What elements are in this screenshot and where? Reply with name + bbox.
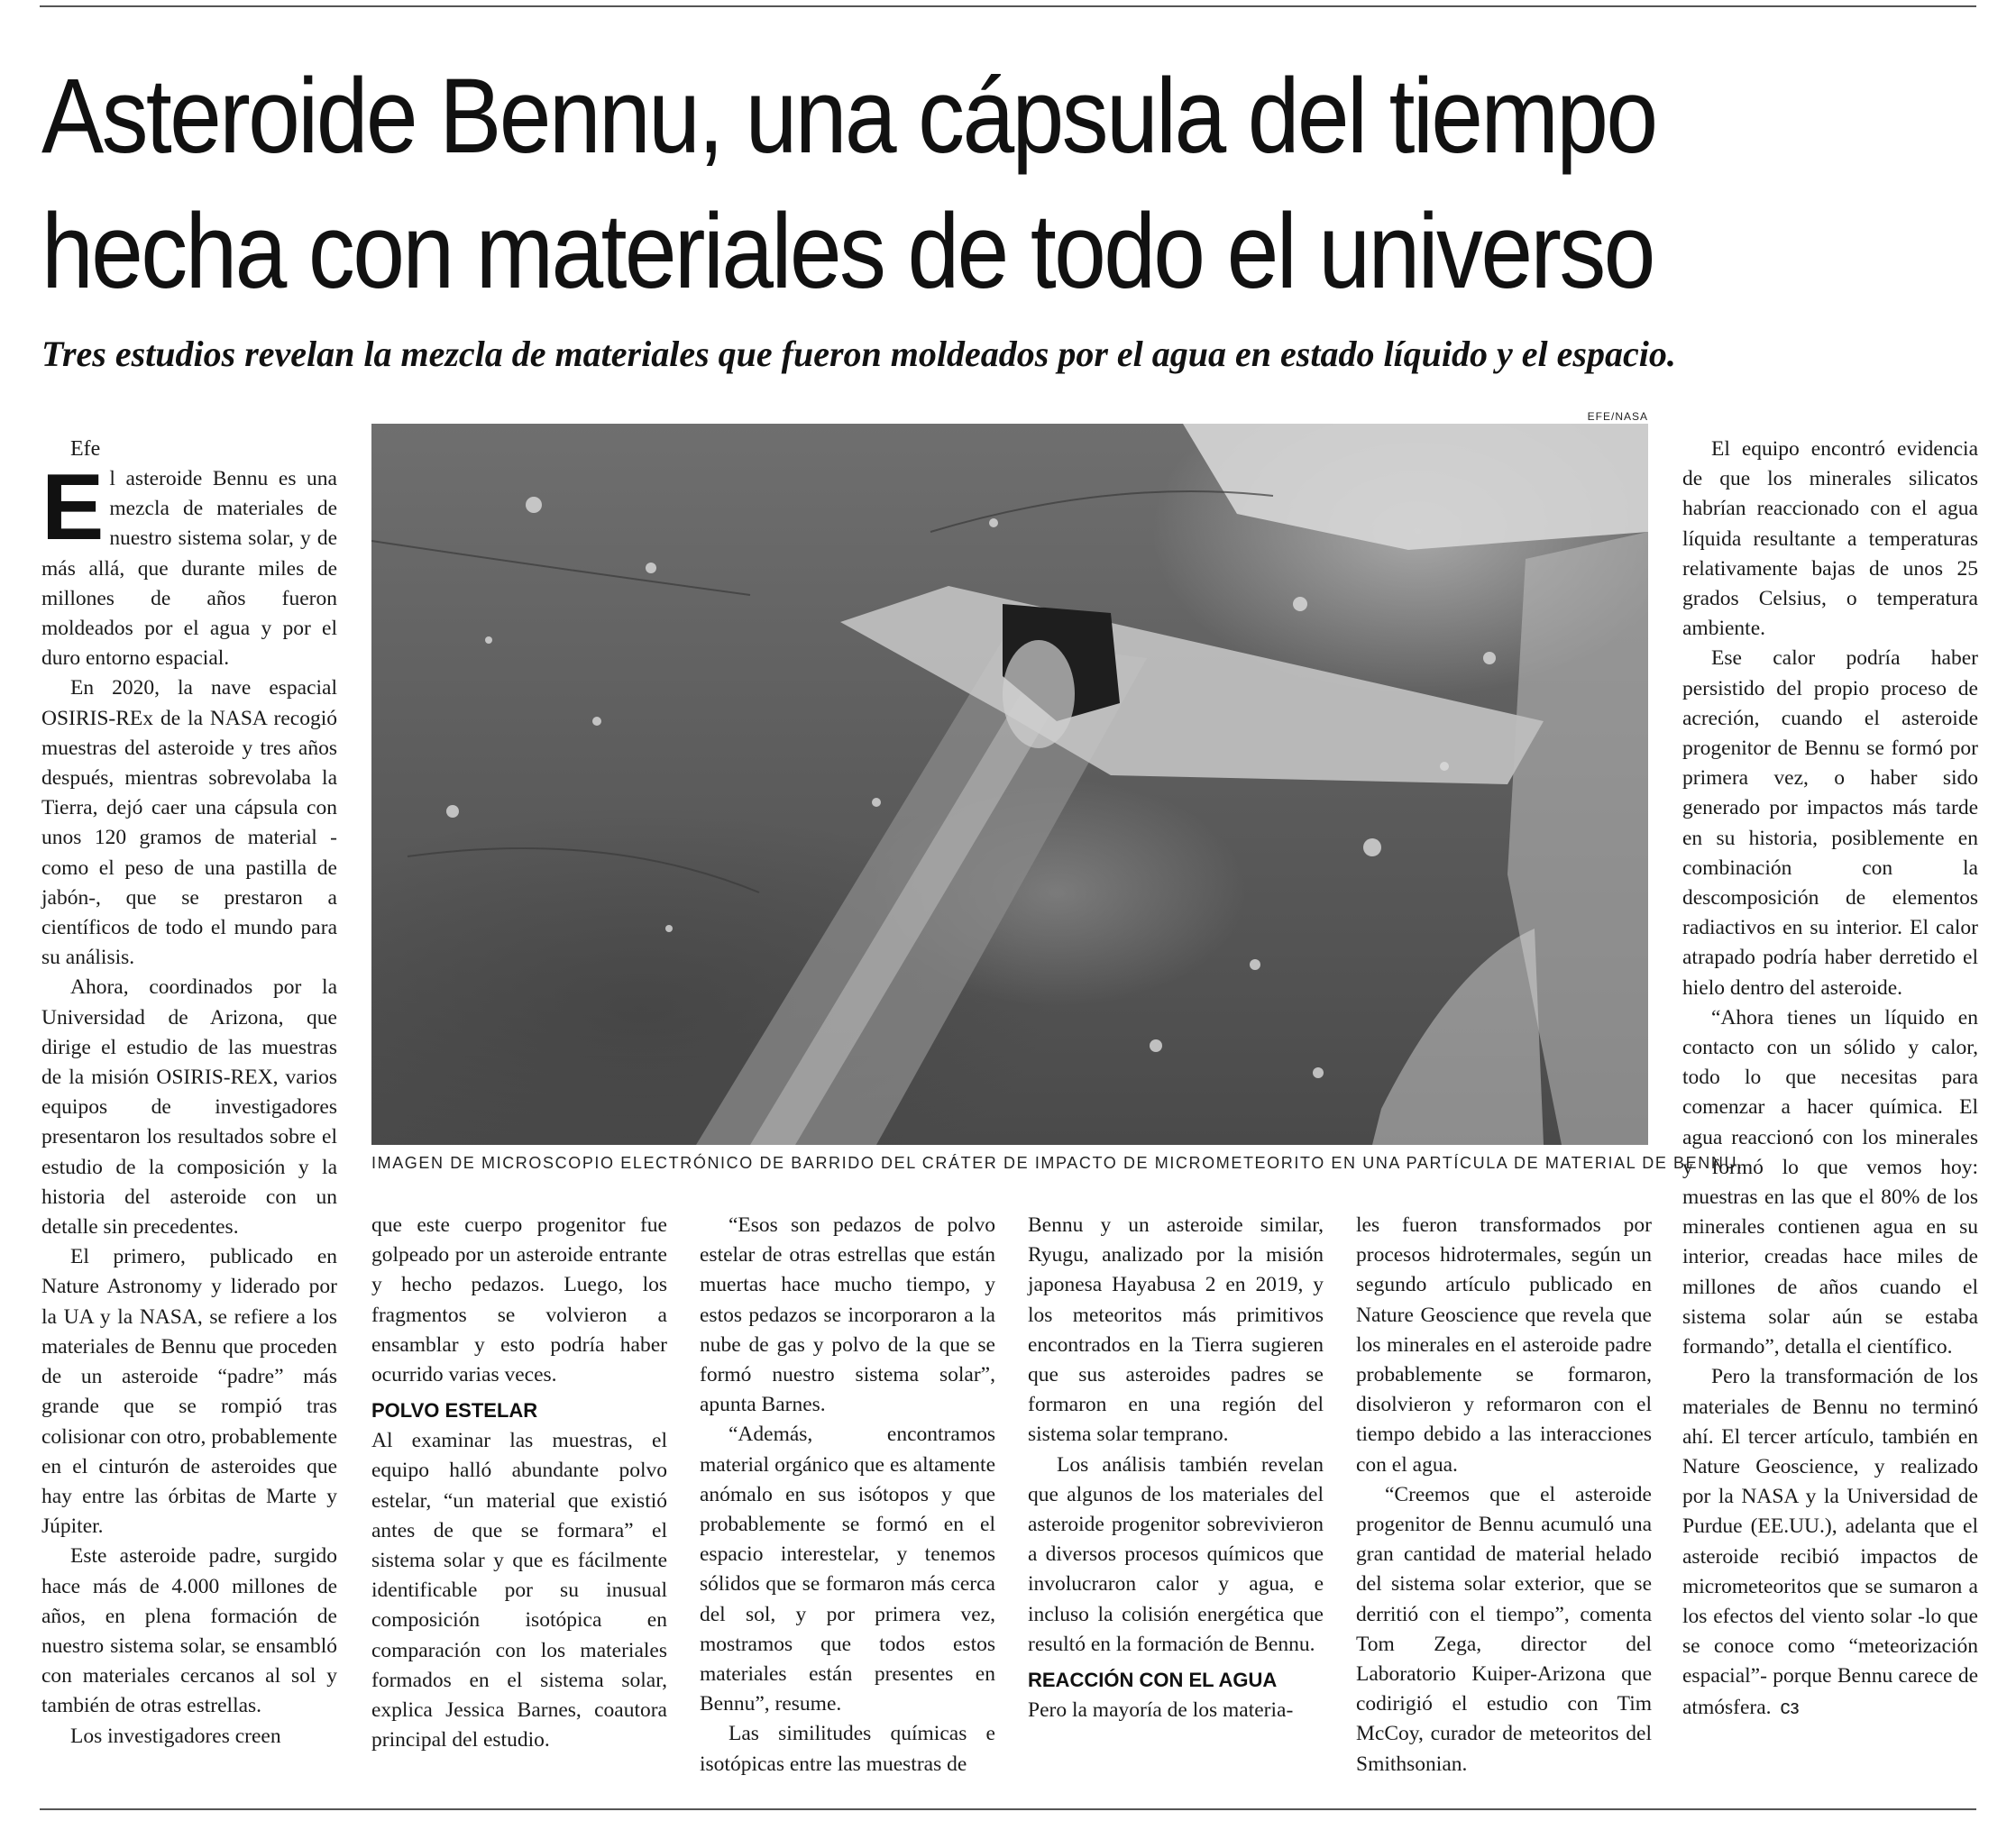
column-1 bbox=[41, 435, 337, 1752]
column-3 bbox=[700, 1211, 995, 1780]
micrograph-illustration bbox=[371, 424, 1648, 1145]
top-rule bbox=[40, 5, 1976, 7]
end-mark: cз bbox=[1780, 1695, 1800, 1718]
column-4 bbox=[1028, 1211, 1324, 1725]
paragraph: Pero la mayoría de los materia- bbox=[1028, 1698, 1294, 1723]
paragraph: que este cuerpo progenitor fue golpeado por un asteroide entrante y hecho pedazos. Luego, los fragmentos se volvieron a ensamblar y esto podría haber ocurrido varias veces. bbox=[371, 1213, 667, 1387]
section-heading-polvo-estelar: POLVO ESTELAR bbox=[371, 1399, 538, 1423]
paragraph: Los investigadores creen bbox=[70, 1724, 281, 1748]
paragraph: “Esos son pedazos de polvo estelar de otras estrellas que están muertas hace mucho tiempo, y estos pedazos se incorporaron a la nube de gas y polvo de la que se formó nuestro sistema solar”, apunta Barnes. bbox=[700, 1213, 995, 1417]
headline-line-2: hecha con materiales de todo el universo bbox=[41, 192, 1654, 311]
paragraph: Este asteroide padre, surgido hace más de 4.000 millones de años, en plena formación de nuestro sistema solar, se ensambló con materiales cercanos al sol y también de otras estrellas. bbox=[41, 1544, 337, 1718]
paragraph: les fueron transformados por procesos hidrotermales, según un segundo artículo publicado en Nature Geoscience que revela que los minerales en el asteroide padre probablemente se formaron, disolvieron y reformaron con el tiempo debido a las interacciones con el agua. bbox=[1356, 1213, 1652, 1477]
headline-line-1: Asteroide Bennu, una cápsula del tiempo bbox=[41, 57, 1656, 176]
paragraph: “Creemos que el asteroide progenitor de Bennu acumuló una gran cantidad de material helado del sistema solar exterior, que se derritió con el tiempo”, comenta Tom Zega, director del Laboratorio Kuiper-Arizona que codirigió el estudio con Tim McCoy, curador de meteoritos del Smithsonian. bbox=[1356, 1482, 1652, 1776]
section-heading-reaccion: REACCIÓN CON EL AGUA bbox=[1028, 1669, 1278, 1692]
dropcap: E bbox=[41, 455, 105, 560]
paragraph: “Ahora tienes un líquido en contacto con un sólido y calor, todo lo que necesitas para comenzar a hacer química. El agua reaccionó con los minerales y formó lo que vemos hoy: muestras en las que el 80% de los minerales contienen agua en su interior, creadas hace miles de millones de años cuando el sistema solar aún se estaba formando”, detalla el científico. bbox=[1682, 1005, 1978, 1359]
column-2 bbox=[371, 1211, 667, 1755]
photo-credit: EFE/NASA bbox=[1587, 410, 1648, 423]
paragraph: En 2020, la nave espacial OSIRIS-REx de la NASA recogió muestras del asteroide y tres años después, mientras sobrevolaba la Tierra, dejó caer una cápsula con unos 120 gramos de material -como el peso de una pastilla de jabón-, que se prestaron a científicos de todo el mundo para su análisis. bbox=[41, 676, 337, 970]
paragraph: Al examinar las muestras, el equipo halló abundante polvo estelar, “un material que existió antes de que se formara” el sistema solar y que es fácilmente identificable por su inusual composición isotópica en comparación con los materiales formados en el sistema solar, explica Jessica Barnes, coautora principal del estudio. bbox=[371, 1429, 667, 1752]
paragraph: Los análisis también revelan que algunos de los materiales del asteroide progenitor sobrevivieron a diversos procesos químicos que involucraron calor y agua, e incluso la colisión energética que resultó en la formación de Bennu. bbox=[1028, 1452, 1324, 1656]
bottom-rule bbox=[40, 1808, 1976, 1810]
paragraph: Pero la transformación de los materiales de Bennu no terminó ahí. El tercer artículo, también en Nature Geoscience, y realizado por la NASA y la Universidad de Purdue (EE.UU.), adelanta que el asteroide recibió impactos de micrometeoritos que se sumaron a los efectos del viento solar -lo que se conoce como “meteorización espacial”- porque Bennu carece de atmósfera. cз bbox=[1682, 1365, 1978, 1719]
paragraph: El equipo encontró evidencia de que los minerales silicatos habrían reaccionado con el agua líquida resultante a temperaturas relativamente bajas de unos 25 grados Celsius, o temperatura ambiente. bbox=[1682, 437, 1978, 641]
sem-photo bbox=[371, 424, 1648, 1145]
paragraph: El primero, publicado en Nature Astronomy y liderado por la UA y la NASA, se refiere a los materiales de Bennu que proceden de un asteroide “padre” más grande que se rompió tras colisionar con otro, probablemente en el cinturón de asteroides que hay entre las órbitas de Marte y Júpiter. bbox=[41, 1245, 337, 1539]
column-6 bbox=[1682, 435, 1978, 1723]
paragraph: Ahora, coordinados por la Universidad de Arizona, que dirige el estudio de las muestras de la misión OSIRIS-REX, varios equipos de investigadores presentaron los resultados sobre el estudio de la composición y la historia del asteroide con un detalle sin precedentes. bbox=[41, 975, 337, 1240]
paragraph: Las similitudes químicas e isotópicas entre las muestras de bbox=[700, 1722, 995, 1776]
paragraph: Ese calor podría haber persistido del propio proceso de acreción, cuando el asteroide progenitor de Bennu se formó por primera vez, o haber sido generado por impactos más tarde en su historia, posiblemente en combinación con la descomposición de elementos radiactivos en su interior. El calor atrapado podría haber derretido el hielo dentro del asteroide. bbox=[1682, 646, 1978, 1000]
agency-byline: Efe bbox=[70, 437, 101, 461]
lead-paragraph: El asteroide Bennu es una mezcla de materiales de nuestro sistema solar, y de más allá, que durante miles de millones de años fueron moldeados por el agua y por el duro entorno espacial. bbox=[41, 455, 337, 671]
paragraph: Bennu y un asteroide similar, Ryugu, analizado por la misión japonesa Hayabusa 2 en 2019, y los meteoritos más primitivos encontrados en la Tierra sugieren que sus asteroides padres se formaron en una región del sistema solar temprano. bbox=[1028, 1213, 1324, 1447]
paragraph: “Además, encontramos material orgánico que es altamente anómalo en sus isótopos y que probablemente se formó en el espacio interestelar, y tenemos sólidos que se formaron más cerca del sol, y por primera vez, mostramos que todos estos materiales están presentes en Bennu”, resume. bbox=[700, 1423, 995, 1716]
column-5 bbox=[1356, 1211, 1652, 1780]
photo-caption: IMAGEN DE MICROSCOPIO ELECTRÓNICO DE BARRIDO DEL CRÁTER DE IMPACTO DE MICROMETEORITO EN UNA PARTÍCULA DE MATERIAL DE BENNU. bbox=[371, 1154, 1744, 1172]
subheadline: Tres estudios revelan la mezcla de materiales que fueron moldeados por el agua en estado líquido y el espacio. bbox=[41, 334, 1676, 374]
headline bbox=[41, 49, 1747, 319]
